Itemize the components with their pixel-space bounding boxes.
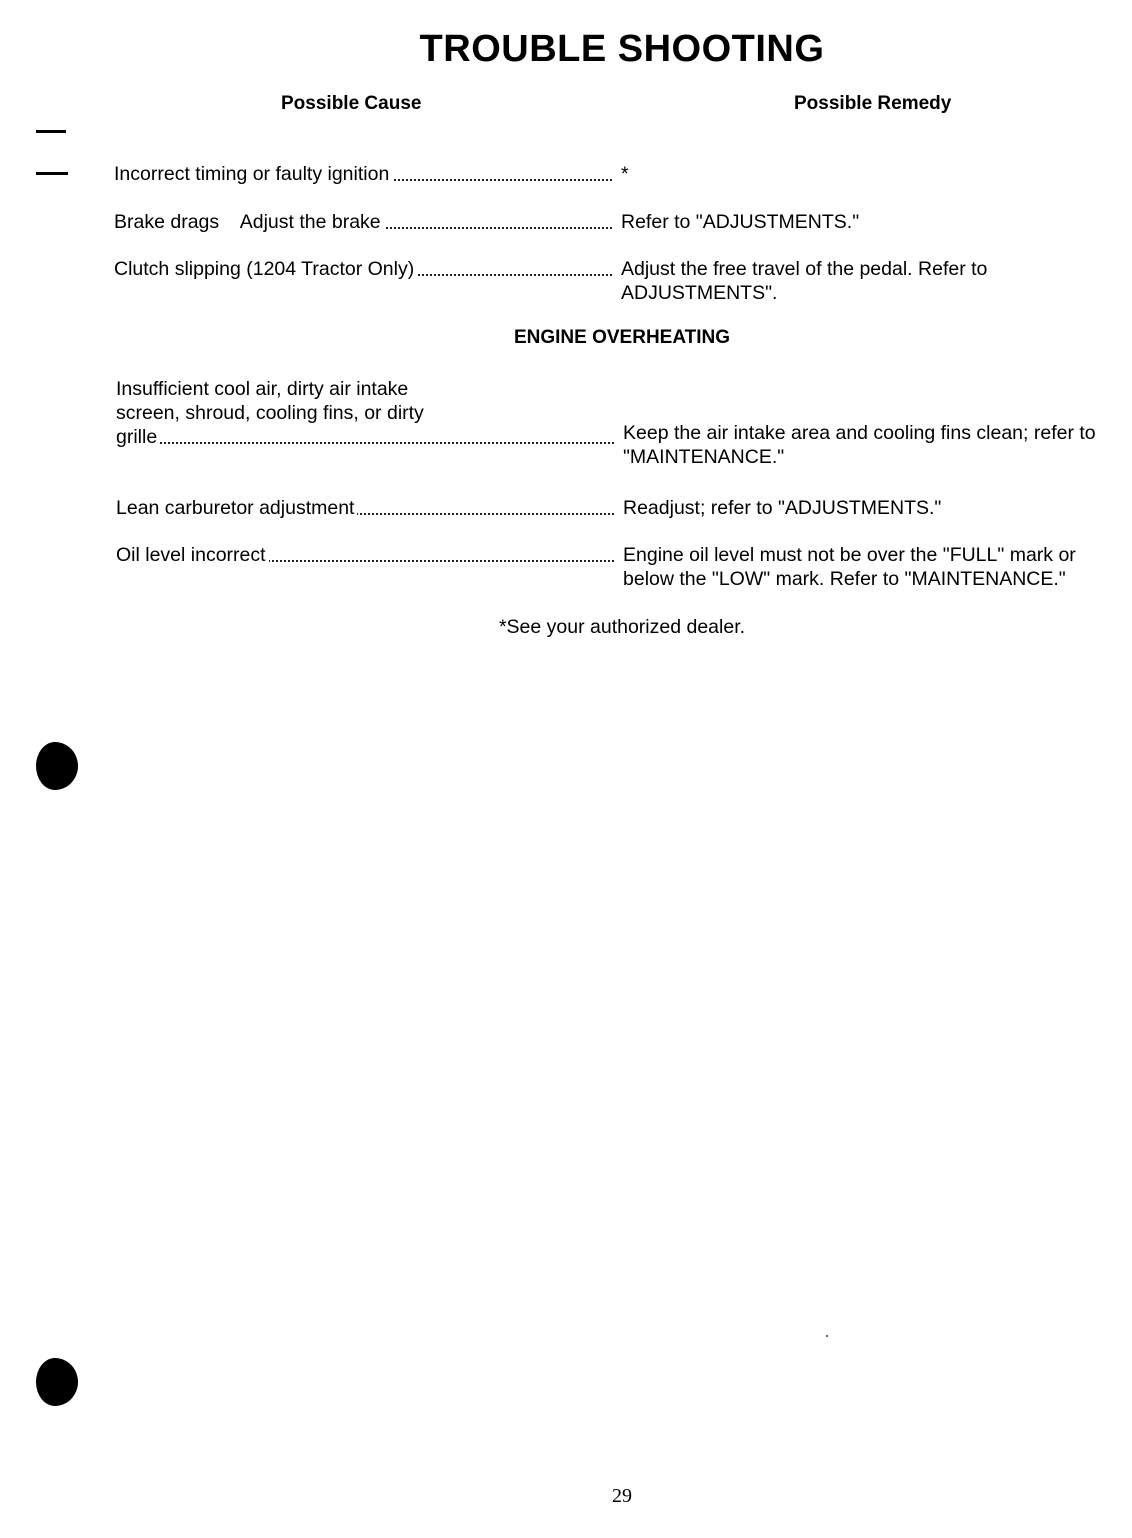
binder-hole [36, 742, 78, 790]
binder-hole [36, 1358, 78, 1406]
cause-text: Brake drags Adjust the brake [114, 211, 384, 233]
remedy-text: Adjust the free travel of the pedal. Refer to ADJUSTMENTS". [621, 258, 988, 304]
cause-line: Insufficient cool air, dirty air intake [116, 378, 409, 400]
cause-cell [116, 496, 614, 520]
footnote: *See your authorized dealer. [498, 616, 746, 638]
remedy-text: Readjust; refer to "ADJUSTMENTS." [623, 497, 942, 519]
cause-text: Clutch slipping (1204 Tractor Only) [114, 258, 417, 280]
cause-text: Oil level incorrect [116, 544, 269, 566]
leader-dots [116, 442, 614, 444]
cause-text: Lean carburetor adjustment [116, 497, 357, 519]
cause-cell [114, 210, 612, 234]
possible-cause-header: Possible Cause [281, 93, 422, 114]
cause-cell [116, 377, 614, 449]
remedy-text: Keep the air intake area and cooling fins clean; refer to "MAINTENANCE." [623, 422, 1096, 468]
remedy-text: * [621, 163, 629, 185]
cause-cell [116, 543, 614, 567]
speck [826, 1335, 828, 1337]
cause-line: grille [116, 426, 160, 448]
cause-cell [114, 257, 612, 281]
remedy-text: Refer to "ADJUSTMENTS." [621, 211, 860, 233]
remedy-text: Engine oil level must not be over the "FULL" mark or below the "LOW" mark. Refer to "MAINTENANCE." [623, 544, 1076, 590]
page-number: 29 [612, 1485, 632, 1507]
section-heading: ENGINE OVERHEATING [513, 327, 731, 348]
page-title: TROUBLE SHOOTING [419, 28, 825, 70]
possible-remedy-header: Possible Remedy [794, 93, 952, 114]
edge-mark [36, 172, 68, 175]
cause-cell [114, 162, 612, 186]
cause-line: screen, shroud, cooling fins, or dirty [116, 402, 424, 424]
cause-text: Incorrect timing or faulty ignition [114, 163, 392, 185]
edge-mark [36, 130, 66, 133]
